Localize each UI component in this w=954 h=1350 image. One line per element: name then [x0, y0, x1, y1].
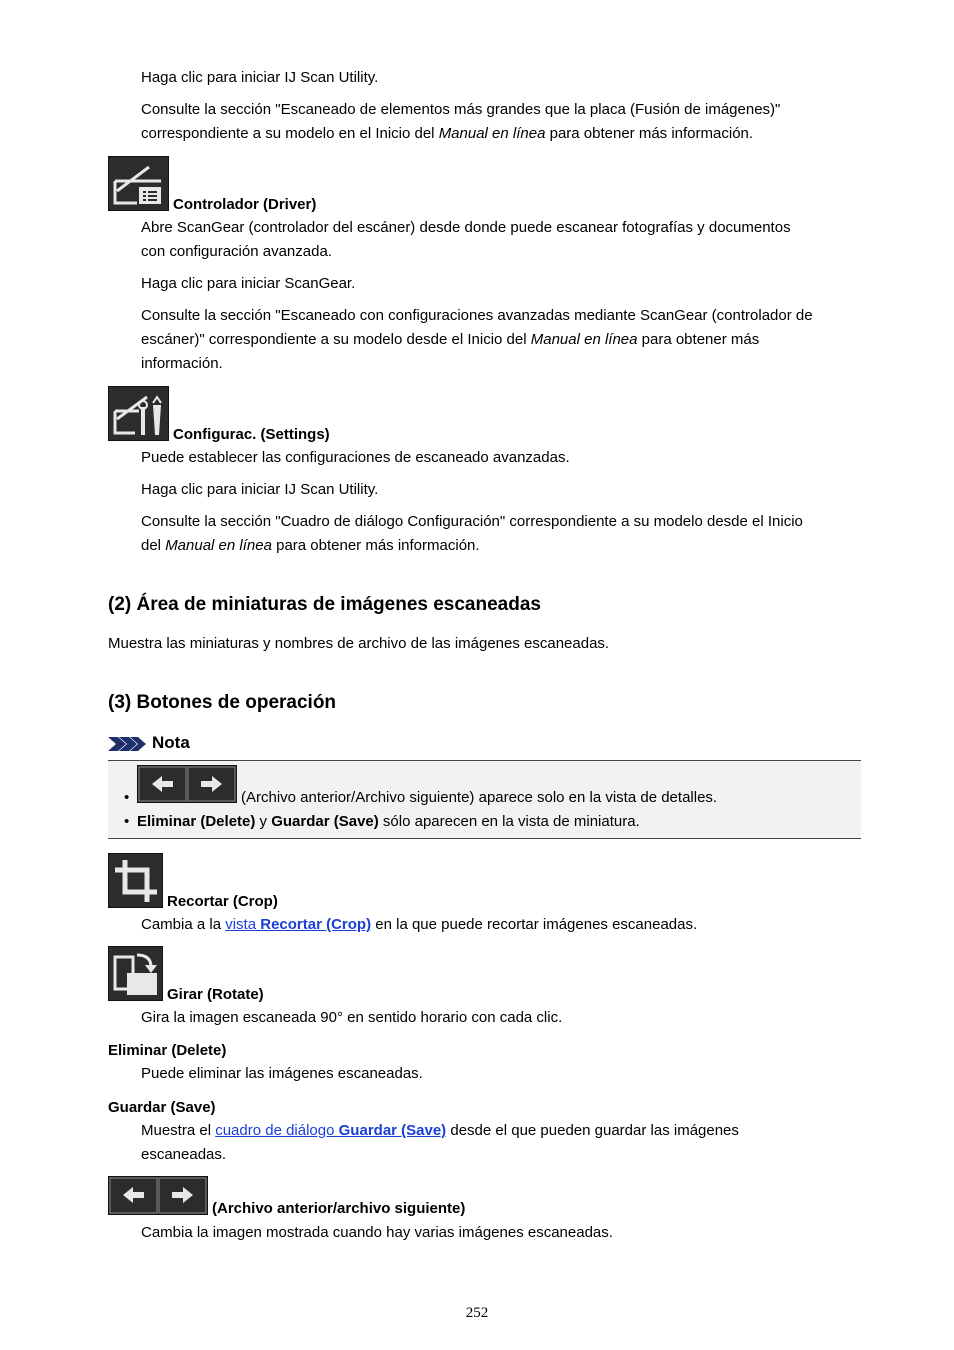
crop-desc: Cambia a la vista Recortar (Crop) en la que puede recortar imágenes escaneadas. — [141, 916, 698, 933]
save-dialog-link[interactable]: cuadro de diálogo Guardar (Save) — [215, 1122, 447, 1139]
save-label: Guardar (Save) — [108, 1099, 216, 1116]
scanner-settings-icon[interactable] — [108, 386, 169, 441]
note-title: Nota — [152, 733, 190, 752]
driver-consult-line2: escáner)" correspondiente a su modelo desde el Inicio del Manual en línea para obtener más — [141, 331, 760, 348]
prev-next-label: (Archivo anterior/archivo siguiente) — [212, 1200, 466, 1217]
save-desc-line1: Muestra el cuadro de diálogo Guardar (Save) desde el que pueden guardar las imágenes — [141, 1122, 739, 1139]
page-number: 252 — [465, 1305, 489, 1321]
rotate-desc: Gira la imagen escaneada 90° en sentido horario con cada clic. — [141, 1009, 563, 1026]
driver-click-text: Haga clic para iniciar ScanGear. — [141, 275, 356, 292]
prev-next-arrows-icon — [137, 765, 237, 803]
note-item-2: Eliminar (Delete) y Guardar (Save) sólo aparecen en la vista de miniatura. — [137, 813, 640, 830]
driver-consult-line3: información. — [141, 355, 223, 372]
note-icon — [108, 736, 148, 752]
prev-next-desc: Cambia la imagen mostrada cuando hay varias imágenes escaneadas. — [141, 1224, 613, 1241]
section3-heading: (3) Botones de operación — [108, 692, 337, 713]
note-item-1: (Archivo anterior/Archivo siguiente) aparece solo en la vista de detalles. — [241, 789, 718, 806]
delete-label: Eliminar (Delete) — [108, 1042, 227, 1059]
section2-desc: Muestra las miniaturas y nombres de archivo de las imágenes escaneadas. — [108, 635, 610, 652]
intro-click-text: Haga clic para iniciar IJ Scan Utility. — [141, 69, 379, 86]
scanner-driver-icon[interactable] — [108, 156, 169, 211]
crop-icon[interactable] — [108, 853, 163, 908]
save-desc-line2: escaneadas. — [141, 1146, 227, 1163]
delete-desc: Puede eliminar las imágenes escaneadas. — [141, 1065, 423, 1082]
settings-consult-line1: Consulte la sección "Cuadro de diálogo Configuración" correspondiente a su modelo desde el Inicio — [141, 513, 803, 530]
settings-label: Configurac. (Settings) — [173, 426, 330, 443]
driver-desc-line1: Abre ScanGear (controlador del escáner) desde donde puede escanear fotografías y documentos — [141, 219, 791, 236]
intro-consult-line1: Consulte la sección "Escaneado de elementos más grandes que la placa (Fusión de imágenes)" — [141, 101, 781, 118]
note-bullet-1: • — [124, 789, 130, 806]
prev-next-buttons-icon[interactable] — [108, 1176, 208, 1215]
settings-consult-line2: del Manual en línea para obtener más información. — [141, 537, 480, 554]
rotate-label: Girar (Rotate) — [167, 986, 264, 1003]
intro-consult-line2: correspondiente a su modelo en el Inicio del Manual en línea para obtener más información. — [141, 125, 754, 142]
driver-consult-line1: Consulte la sección "Escaneado con configuraciones avanzadas mediante ScanGear (controlador de — [141, 307, 813, 324]
settings-desc: Puede establecer las configuraciones de escaneado avanzadas. — [141, 449, 570, 466]
driver-label: Controlador (Driver) — [173, 196, 317, 213]
section2-heading: (2) Área de miniaturas de imágenes escaneadas — [108, 594, 541, 615]
rotate-icon[interactable] — [108, 946, 163, 1001]
crop-view-link[interactable]: vista Recortar (Crop) — [225, 916, 372, 933]
settings-click-text: Haga clic para iniciar IJ Scan Utility. — [141, 481, 379, 498]
note-bullet-2: • — [124, 813, 130, 830]
driver-desc-line2: con configuración avanzada. — [141, 243, 332, 260]
crop-label: Recortar (Crop) — [167, 893, 278, 910]
